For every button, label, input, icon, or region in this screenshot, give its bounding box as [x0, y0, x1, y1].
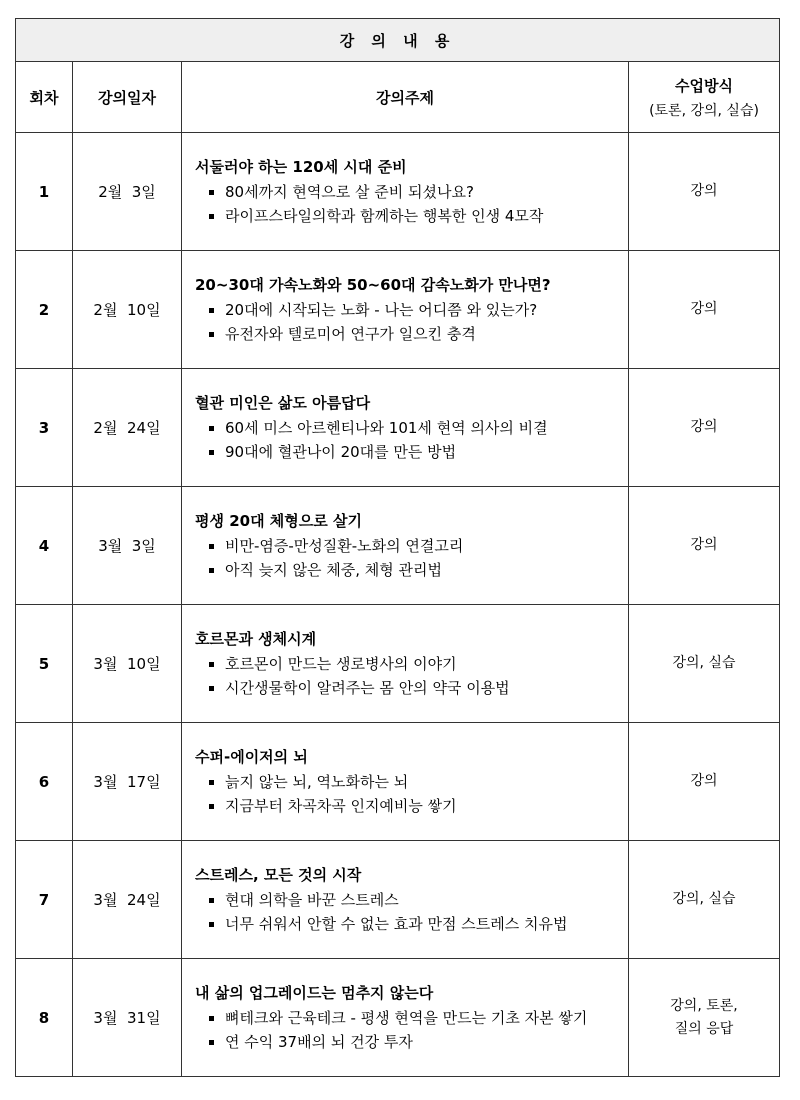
lecture-date: 2월 3일 [73, 133, 182, 251]
topic-bullet-item: 90대에 혈관나이 20대를 만든 방법 [207, 440, 620, 464]
topic-title: 수퍼-에이저의 뇌 [195, 747, 308, 766]
topic-bullet-list [195, 534, 620, 582]
session-number: 5 [16, 605, 73, 723]
topic-bullet-item: 현대 의학을 바꾼 스트레스 [207, 888, 620, 912]
topic-bullet-item: 연 수익 37배의 뇌 건강 투자 [207, 1030, 620, 1054]
table-row [16, 605, 780, 723]
method-line: 강의 [690, 419, 718, 436]
topic-bullet-list [195, 770, 620, 818]
class-method [629, 605, 780, 723]
table-row [16, 133, 780, 251]
topic-bullet-item: 뼈테크와 근육테크 - 평생 현역을 만드는 기초 자본 쌓기 [207, 1006, 620, 1030]
method-line: 강의 [690, 183, 718, 200]
session-number: 6 [16, 723, 73, 841]
table-row [16, 959, 780, 1077]
table-row [16, 251, 780, 369]
session-number: 4 [16, 487, 73, 605]
lecture-date: 3월 31일 [73, 959, 182, 1077]
table-title: 강 의 내 용 [16, 19, 780, 62]
topic-bullet-list [195, 416, 620, 464]
topic-bullet-item: 호르몬이 만드는 생로병사의 이야기 [207, 652, 620, 676]
session-number: 8 [16, 959, 73, 1077]
topic-bullet-item: 시간생물학이 알려주는 몸 안의 약국 이용법 [207, 676, 620, 700]
method-line: 강의, 실습 [672, 891, 736, 908]
lecture-date: 2월 10일 [73, 251, 182, 369]
lecture-date: 3월 24일 [73, 841, 182, 959]
lecture-topic [182, 959, 629, 1077]
table-row [16, 487, 780, 605]
topic-bullet-item: 20대에 시작되는 노화 - 나는 어디쯤 와 있는가? [207, 298, 620, 322]
topic-bullet-item: 늙지 않는 뇌, 역노화하는 뇌 [207, 770, 620, 794]
lecture-topic [182, 369, 629, 487]
session-number: 2 [16, 251, 73, 369]
topic-title: 서둘러야 하는 120세 시대 준비 [195, 157, 407, 176]
topic-bullet-list [195, 888, 620, 936]
header-method-label: 수업방식 [675, 76, 733, 95]
lecture-topic [182, 251, 629, 369]
lecture-date: 3월 10일 [73, 605, 182, 723]
lecture-topic [182, 487, 629, 605]
lecture-topic [182, 605, 629, 723]
topic-bullet-item: 80세까지 현역으로 살 준비 되셨나요? [207, 180, 620, 204]
syllabus-table [15, 18, 780, 1077]
header-method [629, 62, 780, 133]
topic-bullet-list [195, 652, 620, 700]
class-method [629, 133, 780, 251]
lecture-topic [182, 723, 629, 841]
table-row [16, 723, 780, 841]
topic-bullet-item: 60세 미스 아르헨티나와 101세 현역 의사의 비결 [207, 416, 620, 440]
method-line: 질의 응답 [674, 1020, 734, 1037]
lecture-date: 2월 24일 [73, 369, 182, 487]
session-number: 7 [16, 841, 73, 959]
lecture-topic [182, 841, 629, 959]
topic-title: 혈관 미인은 삶도 아름답다 [195, 393, 371, 412]
header-method-sub: (토론, 강의, 실습) [649, 102, 759, 119]
class-method [629, 959, 780, 1077]
method-line: 강의 [690, 537, 718, 554]
topic-title: 20~30대 가속노화와 50~60대 감속노화가 만나면? [195, 275, 551, 294]
table-row [16, 369, 780, 487]
topic-title: 스트레스, 모든 것의 시작 [195, 865, 362, 884]
topic-bullet-item: 너무 쉬워서 안할 수 없는 효과 만점 스트레스 치유법 [207, 912, 620, 936]
class-method [629, 251, 780, 369]
table-body [16, 133, 780, 1077]
header-topic: 강의주제 [182, 62, 629, 133]
topic-title: 평생 20대 체형으로 살기 [195, 511, 362, 530]
class-method [629, 723, 780, 841]
topic-bullet-item: 라이프스타일의학과 함께하는 행복한 인생 4모작 [207, 204, 620, 228]
table-row [16, 841, 780, 959]
header-session: 회차 [16, 62, 73, 133]
topic-bullet-item: 아직 늦지 않은 체중, 체형 관리법 [207, 558, 620, 582]
session-number: 1 [16, 133, 73, 251]
topic-title: 내 삶의 업그레이드는 멈추지 않는다 [195, 983, 434, 1002]
method-line: 강의 [690, 773, 718, 790]
lecture-date: 3월 17일 [73, 723, 182, 841]
lecture-topic [182, 133, 629, 251]
topic-bullet-item: 유전자와 텔로미어 연구가 일으킨 충격 [207, 322, 620, 346]
header-date: 강의일자 [73, 62, 182, 133]
method-line: 강의, 토론, [670, 998, 738, 1015]
session-number: 3 [16, 369, 73, 487]
class-method [629, 841, 780, 959]
class-method [629, 487, 780, 605]
topic-title: 호르몬과 생체시계 [195, 629, 317, 648]
topic-bullet-list [195, 180, 620, 228]
topic-bullet-list [195, 298, 620, 346]
class-method [629, 369, 780, 487]
method-line: 강의 [690, 301, 718, 318]
lecture-date: 3월 3일 [73, 487, 182, 605]
method-line: 강의, 실습 [672, 655, 736, 672]
topic-bullet-item: 비만-염증-만성질환-노화의 연결고리 [207, 534, 620, 558]
topic-bullet-item: 지금부터 차곡차곡 인지예비능 쌓기 [207, 794, 620, 818]
topic-bullet-list [195, 1006, 620, 1054]
